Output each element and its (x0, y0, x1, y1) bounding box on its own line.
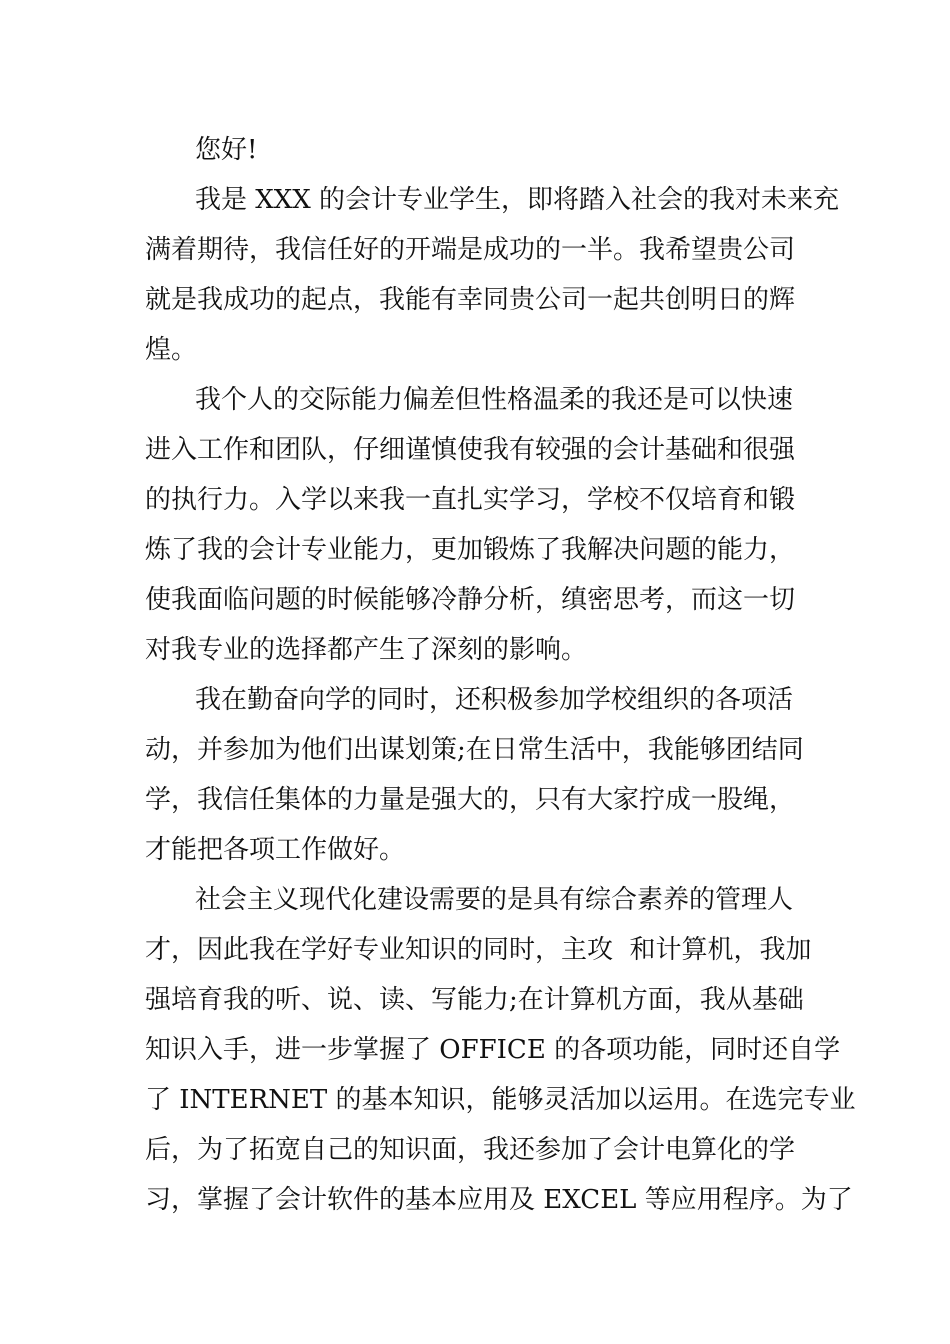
paragraph-4-line-5: 了 INTERNET 的基本知识，能够灵活加以运用。在选完专业 (145, 1085, 856, 1115)
paragraph-3-line-1: 我在勤奋向学的同时，还积极参加学校组织的各项活 (195, 685, 794, 715)
paragraph-3-line-4: 才能把各项工作做好。 (145, 835, 406, 865)
paragraph-2-line-1: 我个人的交际能力偏差但性格温柔的我还是可以快速 (195, 385, 794, 415)
paragraph-2-line-6: 对我专业的选择都产生了深刻的影响。 (145, 635, 588, 665)
paragraph-4-line-1: 社会主义现代化建设需要的是具有综合素养的管理人 (195, 885, 794, 915)
paragraph-1-line-2: 满着期待，我信任好的开端是成功的一半。我希望贵公司 (145, 235, 796, 265)
paragraph-3-line-2: 动，并参加为他们出谋划策;在日常生活中，我能够团结同 (145, 735, 804, 765)
paragraph-3-line-3: 学，我信任集体的力量是强大的，只有大家拧成一股绳， (145, 785, 796, 815)
greeting: 您好! (195, 135, 258, 165)
paragraph-2-line-4: 炼了我的会计专业能力，更加锻炼了我解决问题的能力， (145, 535, 796, 565)
paragraph-4-line-2: 才，因此我在学好专业知识的同时，主攻 和计算机，我加 (145, 935, 812, 965)
paragraph-4-line-3: 强培育我的听、说、读、写能力;在计算机方面，我从基础 (145, 985, 804, 1015)
paragraph-1-line-4: 煌。 (145, 335, 198, 365)
paragraph-2-line-2: 进入工作和团队，仔细谨慎使我有较强的会计基础和很强 (145, 435, 796, 465)
paragraph-4-line-7: 习，掌握了会计软件的基本应用及 EXCEL 等应用程序。为了 (145, 1185, 853, 1215)
paragraph-1-line-1: 我是 XXX 的会计专业学生，即将踏入社会的我对未来充 (195, 185, 840, 215)
paragraph-4-line-4: 知识入手，进一步掌握了 OFFICE 的各项功能，同时还自学 (145, 1035, 841, 1065)
paragraph-2-line-3: 的执行力。入学以来我一直扎实学习，学校不仅培育和锻 (145, 485, 796, 515)
paragraph-2-line-5: 使我面临问题的时候能够冷静分析，缜密思考，而这一切 (145, 585, 796, 615)
paragraph-1-line-3: 就是我成功的起点，我能有幸同贵公司一起共创明日的辉 (145, 285, 796, 315)
paragraph-4-line-6: 后，为了拓宽自己的知识面，我还参加了会计电算化的学 (145, 1135, 796, 1165)
